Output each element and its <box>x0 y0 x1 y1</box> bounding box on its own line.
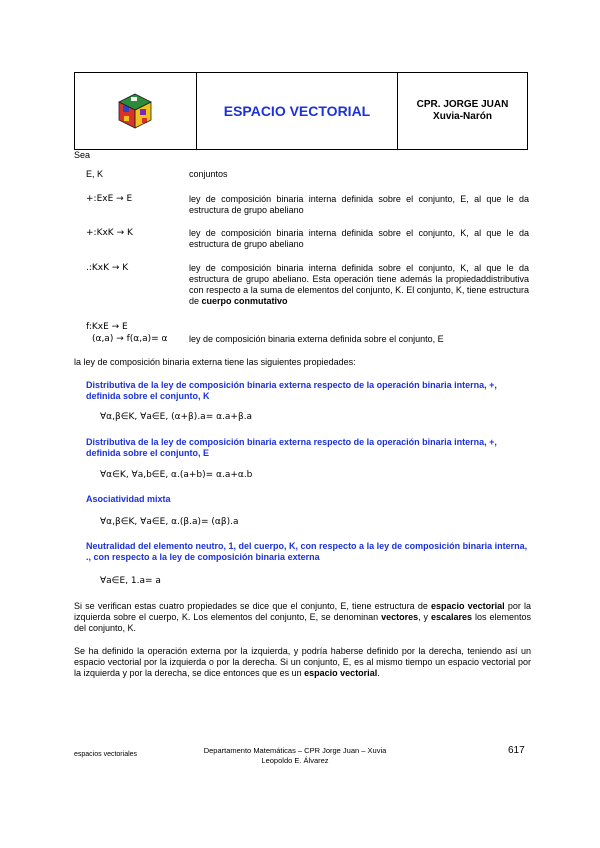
property-title-3: Neutralidad del elemento neutro, 1, del cuerpo, K, con respecto a la ley de composición binaria interna, ., con respecto a la ley de composición binaria externa <box>86 541 528 562</box>
paragraph-definition <box>74 601 531 634</box>
footer-topic: espacios vectoriales <box>74 751 138 758</box>
espacio-vectorial-term: espacio vectorial <box>430 601 505 611</box>
paragraph-left-right <box>74 646 531 679</box>
def-sym-4-map: (α,a) → f(α,a)= α <box>92 334 168 344</box>
escalares-term: escalares <box>431 612 473 622</box>
footer-department: Departamento Matemáticas – CPR Jorge Juan – Xuvia <box>203 746 387 755</box>
properties-intro: la ley de composición binaria externa tiene las siguientes propiedades: <box>74 357 356 367</box>
vectores-term: vectores <box>381 612 419 622</box>
school-cell <box>398 73 527 149</box>
cuerpo-conmutativo-term: cuerpo conmutativo <box>201 296 288 306</box>
puzzle-cube-icon <box>115 91 155 131</box>
def-desc-0: conjuntos <box>189 169 228 179</box>
def-sym-3: .:KxK → K <box>86 263 129 273</box>
footer-center <box>170 746 420 766</box>
property-title-2: Asociatividad mixta <box>86 494 171 504</box>
def-sym-4: f:KxE → E <box>86 322 128 332</box>
property-formula-0: ∀α,β∈K, ∀a∈E, (α+β).a= α.a+β.a <box>100 412 253 422</box>
footer-author: Leopoldo E. Álvarez <box>261 756 329 765</box>
para2-text-1: Se ha definido la operación externa por la izquierda, y podría haberse definido por la derecha, teniendo así un espacio vectorial por la izquierda o por la derecha. Si un conjunto, E, es al mismo tiempo un espacio vectorial por la izquierda y por la derecha, se dice entonces que es un <box>74 646 531 678</box>
property-formula-1: ∀α∈K, ∀a,b∈E, α.(a+b)= α.a+α.b <box>100 470 253 480</box>
para1-text-2: por la izquierda sobre el cuerpo, K. Los elementos del conjunto, E, se denominan <box>74 601 532 622</box>
intro-text: Sea <box>74 150 91 160</box>
def-desc-3 <box>189 263 529 307</box>
page-number: 617 <box>508 745 525 756</box>
property-formula-2: ∀α,β∈K, ∀a∈E, α.(β.a)= (αβ).a <box>100 517 239 527</box>
logo-cell <box>75 73 197 149</box>
def-desc-4: ley de composición binaria externa definida sobre el conjunto, E <box>189 334 444 344</box>
school-location: Xuvia-Narón <box>433 111 492 122</box>
property-title-0: Distributiva de la ley de composición binaria externa respecto de la operación binaria interna, +, definida sobre el conjunto, K <box>86 380 497 401</box>
header-table <box>74 72 528 150</box>
espacio-vectorial-term-2: espacio vectorial <box>304 668 378 678</box>
para2-text-2: . <box>377 668 380 678</box>
def-sym-0: E, K <box>86 169 104 179</box>
def-desc-2: ley de composición binaria interna definida sobre el conjunto, K, al que le da estructura de grupo abeliano <box>189 228 529 249</box>
title-cell <box>197 73 398 149</box>
def-desc-3-text: ley de composición binaria interna definida sobre el conjunto, K, al que le da estructura de grupo abeliano. Esta operación tiene además la propiedaddistributiva con respecto a la suma de elementos del conjunto, K. El conjunto, K, tiene estructura de <box>189 263 529 306</box>
school-name: CPR. JORGE JUAN <box>416 99 509 110</box>
page-title: ESPACIO VECTORIAL <box>223 102 371 119</box>
para1-text-1: Si se verifican estas cuatro propiedades se dice que el conjunto, E, tiene estructura de <box>74 601 431 611</box>
para1-text-3: , y <box>418 612 432 622</box>
def-desc-1: ley de composición binaria interna definida sobre el conjunto, E, al que le da estructura de grupo abeliano <box>189 194 529 215</box>
property-formula-3: ∀a∈E, 1.a= a <box>100 576 161 586</box>
property-title-1: Distributiva de la ley de composición binaria externa respecto de la operación binaria interna, +, definida sobre el conjunto, E <box>86 437 497 458</box>
para1-text-4: los elementos del conjunto, K. <box>74 612 531 633</box>
def-sym-2: +:KxK → K <box>86 228 133 238</box>
def-sym-1: +:ExE → E <box>86 194 133 204</box>
